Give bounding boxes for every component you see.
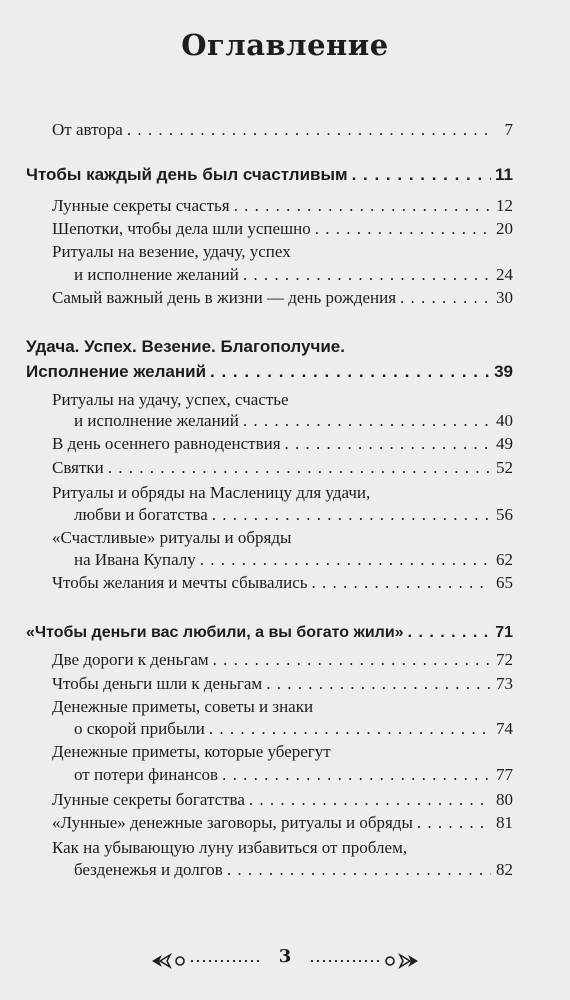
toc-entry-page: 73 xyxy=(496,674,513,693)
toc-entry-first-line: Денежные приметы, советы и знаки xyxy=(52,697,314,716)
page-number: 3 xyxy=(278,946,292,967)
toc-entry xyxy=(74,265,513,285)
toc-entry xyxy=(74,411,513,431)
toc-entry-title: Лунные секреты богатства xyxy=(52,790,245,809)
dot-leader xyxy=(400,288,491,308)
toc-entry-title: и исполнение желаний xyxy=(74,265,239,284)
toc-entry-page: 80 xyxy=(496,790,513,809)
dot-leader xyxy=(312,573,491,593)
dot-leader xyxy=(127,120,491,140)
dot-leader xyxy=(227,860,491,880)
toc-entry-page: 11 xyxy=(495,165,513,184)
toc-entry-page: 65 xyxy=(496,573,513,592)
toc-entry-title: Исполнение желаний xyxy=(26,362,207,381)
toc-entry-page: 62 xyxy=(496,550,513,569)
toc-entry-title: о скорой прибыли xyxy=(74,719,205,738)
page-footer xyxy=(150,946,420,972)
toc-entry xyxy=(52,196,513,216)
toc-entry xyxy=(52,120,513,140)
dot-leader xyxy=(243,411,491,431)
toc-entry-title: Лунные секреты счастья xyxy=(52,196,230,215)
dot-leader xyxy=(234,196,491,216)
toc-section-heading xyxy=(26,362,513,382)
toc-entry-title: и исполнение желаний xyxy=(74,411,239,430)
toc-entry xyxy=(74,719,513,739)
toc-entry-title: Чтобы деньги шли к деньгам xyxy=(52,674,263,693)
toc-entry-page: 49 xyxy=(496,434,513,453)
dot-leader xyxy=(315,219,491,239)
toc-section-heading xyxy=(26,165,513,185)
dot-leader xyxy=(200,550,491,570)
toc-entry xyxy=(52,434,513,454)
toc-entry-first-line: «Счастливые» ритуалы и обряды xyxy=(52,528,292,547)
dot-leader xyxy=(408,623,491,643)
toc-entry-page: 71 xyxy=(495,624,513,641)
dot-leader xyxy=(266,674,491,694)
toc-section-heading xyxy=(26,623,513,643)
toc-entry-page: 20 xyxy=(496,219,513,238)
dot-leader xyxy=(209,719,491,739)
toc-entry-page: 30 xyxy=(496,288,513,307)
dot-leader xyxy=(352,165,491,185)
toc-entry-title: «Лунные» денежные заговоры, ритуалы и обряды xyxy=(52,813,413,832)
toc-entry-title: Шепотки, чтобы дела шли успешно xyxy=(52,219,311,238)
toc-entry xyxy=(74,765,513,785)
dot-leader xyxy=(417,813,491,833)
toc-entry-title: Чтобы желания и мечты сбывались xyxy=(52,573,308,592)
toc-entry-title: безденежья и долгов xyxy=(74,860,223,879)
toc-entry xyxy=(52,813,513,833)
toc-entry-title: на Ивана Купалу xyxy=(74,550,196,569)
toc-entry xyxy=(52,219,513,239)
toc-section-heading-first-line: Удача. Успех. Везение. Благополучие. xyxy=(26,337,345,356)
dot-leader xyxy=(243,265,491,285)
toc-entry-title: От автора xyxy=(52,120,123,139)
toc-entry-page: 82 xyxy=(496,860,513,879)
toc-entry xyxy=(74,505,513,525)
toc-entry xyxy=(52,458,513,478)
dot-leader xyxy=(249,790,491,810)
toc-entry-title: от потери финансов xyxy=(74,765,219,784)
toc-entry-page: 77 xyxy=(496,765,513,784)
toc-entry-page: 7 xyxy=(504,120,513,139)
toc-entry-title: Святки xyxy=(52,458,104,477)
toc-entry-page: 56 xyxy=(496,505,513,524)
toc-entry-page: 40 xyxy=(496,411,513,430)
toc-entry xyxy=(52,573,513,593)
toc-entry-title: Две дороги к деньгам xyxy=(52,650,209,669)
toc-entry-page: 81 xyxy=(496,813,513,832)
toc-entry xyxy=(74,550,513,570)
dot-leader xyxy=(222,765,491,785)
toc-entry xyxy=(52,674,513,694)
dot-leader xyxy=(212,505,491,525)
toc-entry-page: 74 xyxy=(496,719,513,738)
toc-entry-first-line: Ритуалы и обряды на Масленицу для удачи, xyxy=(52,483,371,502)
dot-leader xyxy=(285,434,491,454)
toc-entry-page: 24 xyxy=(496,265,513,284)
toc-entry-title: любви и богатства xyxy=(74,505,208,524)
toc-entry xyxy=(52,288,513,308)
toc-entry-title: Самый важный день в жизни — день рождения xyxy=(52,288,397,307)
toc-entry-first-line: Ритуалы на везение, удачу, успех xyxy=(52,242,291,261)
page-title: Оглавление xyxy=(181,28,389,62)
toc-entry-page: 39 xyxy=(494,362,513,381)
dot-leader xyxy=(108,458,491,478)
toc-entry-first-line: Денежные приметы, которые уберегут xyxy=(52,742,331,761)
toc-entry-page: 72 xyxy=(496,650,513,669)
toc-entry-page: 52 xyxy=(496,458,513,477)
toc-entry-title: Чтобы каждый день был счастливым xyxy=(26,165,348,184)
toc-entry-first-line: Ритуалы на удачу, успех, счастье xyxy=(52,390,289,409)
toc-entry-first-line: Как на убывающую луну избавиться от проблем, xyxy=(52,838,408,857)
dot-leader xyxy=(213,650,491,670)
toc-entry-title: «Чтобы деньги вас любили, а вы богато жили» xyxy=(26,624,404,641)
toc-entry xyxy=(52,650,513,670)
toc-entry-title: В день осеннего равноденствия xyxy=(52,434,281,453)
toc-entry xyxy=(74,860,513,880)
toc-entry-page: 12 xyxy=(496,196,513,215)
dot-leader xyxy=(210,362,490,382)
toc-entry xyxy=(52,790,513,810)
